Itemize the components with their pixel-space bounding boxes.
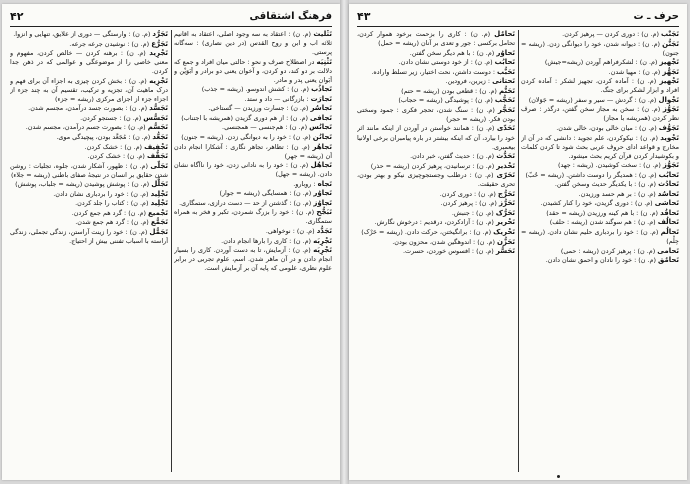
entry-definition: (م. ن) : همدیگر را دوست داشتن. (ریشه = حُبّ) <box>525 170 657 179</box>
entry-headword: تَجاسُر <box>310 104 332 113</box>
entry-definition: (م. ن) : خود را به دیوانگی زدن. (ریشه = جنون) <box>181 133 311 142</box>
entry-headword: تَجْرِید <box>149 49 168 58</box>
entry-headword: تَجَرُّع <box>151 39 168 48</box>
entry-definition: (م. ن) : مهیا شدن. <box>608 67 661 76</box>
column-divider <box>518 30 519 472</box>
dictionary-entry <box>357 238 515 247</box>
dictionary-entry <box>10 133 168 142</box>
entry-definition: (م. ن) : از خود دوستی نشان دادن. <box>398 58 493 67</box>
entry-definition: (م. ن) : جنبش. <box>451 208 494 217</box>
entry-definition: (م. ن) : نوخواهی. <box>265 226 315 235</box>
dictionary-entry <box>174 237 332 246</box>
dictionary-entry <box>357 190 515 199</box>
entry-definition: (م. ن) : درطلب وجستجوچیزی نیکو و بهتر بودن، تحری حقیقت. <box>357 171 515 189</box>
dictionary-entry <box>10 143 168 152</box>
dictionary-entry <box>357 49 515 58</box>
entry-definition: (م. ن) : بر هم حسد ورزیدن. <box>578 189 656 198</box>
dictionary-entry <box>174 143 332 161</box>
dictionary-entry <box>357 152 515 161</box>
entry-headword: تَثْلیث <box>313 30 332 38</box>
entry-definition: (م. ن) : آزمایش، تا به دست آوردن. کاری را بسیار انجام دادن و در آن ماهر شدن. اسم، علوم تجربی در برابر علوم نظری، علومی که پایه آن بر آزمایش است. <box>174 246 332 273</box>
column-divider <box>171 30 172 472</box>
page-header <box>357 10 679 27</box>
entry-definition: (م. ن) : برانگیختن، حرکت دادن. (ریشه = حَرْک) <box>361 227 492 236</box>
entry-headword: تَحاشی <box>654 199 679 208</box>
entry-definition: (م. ن) : بخش کردن چیزی به اجزاء آن برای فهم و درک ماهیت آن، تجزیه و ترکیب، تقسیم آن به چند جزء از اجزاء جزء از اجزای مرکزی (ریشه = جزء) <box>10 76 168 103</box>
dictionary-entry <box>521 96 679 105</box>
entry-headword: تَحاسُد <box>657 189 679 198</box>
dictionary-entry <box>10 123 168 132</box>
entry-definition: (م. ن) : ترسانیدن، پرهیز کردن (ریشه = حذر) <box>370 161 495 170</box>
entry-headword: تَجاه <box>317 179 332 188</box>
entry-headword: تَجَفُّف <box>146 152 168 161</box>
dictionary-entry <box>521 218 679 227</box>
column-left <box>357 30 515 472</box>
entry-definition: (م. ن) : هم سوگند شدن (ریشه : حلف) <box>549 218 656 227</box>
entry-definition: (م. ن) : مُجَعَّد بودن، پیچیدگی موی. <box>56 133 151 142</box>
entry-headword: تَجَلّی <box>150 161 168 170</box>
entry-headword: تَجَدُّد <box>316 226 332 235</box>
entry-headword: تَحَرُّج <box>497 189 515 198</box>
entry-definition: (م. ن) : پوشش پوشیدن (ریشه = جلباب، پوشش) <box>15 180 150 189</box>
entry-headword: تَجاوُز <box>313 198 332 207</box>
dictionary-entry <box>521 105 679 123</box>
dictionary-entry <box>357 96 515 105</box>
entry-definition: (م. ن) : بصورت جسم درآمدن، مجسم شدن. <box>25 123 146 132</box>
dictionary-entry <box>10 180 168 189</box>
dictionary-entry <box>357 77 515 86</box>
entry-headword: تَجَسُّد <box>149 104 168 113</box>
entry-headword: تَجَسُّس <box>143 113 168 122</box>
entry-definition: (م. ن) : میان خالی بودن، خالی شدن. <box>556 123 657 132</box>
dictionary-entry <box>174 208 332 226</box>
entry-headword: تَجْرِیَه <box>313 246 332 255</box>
entry-definition: (م. ن) : خشک کردن. <box>84 142 143 151</box>
entry-headword: تَجَعُّد <box>152 133 168 142</box>
entry-headword: تَجْزِیه <box>149 76 168 85</box>
dictionary-entry <box>10 30 168 39</box>
entry-definition: (م. ن) : برهنه کردن — خالص کردن، مفهوم و معنی خاصی را از موضوعگی و عوالمی که در ذهن جدا کردن. <box>10 49 168 76</box>
dictionary-entry <box>174 161 332 179</box>
entry-definition: (م. ن) : آزادکردن، درقدیم : درخوش نگارش. <box>374 218 494 227</box>
entry-definition: (م. ن) : وارستگی — دوری از علایق، تنهایی و انزوا. <box>13 30 151 38</box>
book-gutter <box>340 0 349 484</box>
entry-headword: تَجَرُّد <box>152 30 168 38</box>
dictionary-entry <box>174 246 332 273</box>
dictionary-entry <box>357 87 515 96</box>
entry-headword: تَحَبُّب <box>497 67 515 76</box>
entry-definition: (م. ن) : پرهیز کردن (ریشه : حمی) <box>560 246 656 255</box>
entry-definition: : بازرگانی — داد و ستد. <box>244 94 309 103</box>
entry-headword: تَجاوُر <box>313 189 332 198</box>
entry-definition: (م. ن) : نوشیدن جرعه جرعه. <box>69 39 150 48</box>
dictionary-entry <box>521 171 679 180</box>
column-left <box>10 30 168 472</box>
entry-headword: تَحَزُّن <box>496 237 515 246</box>
page-header <box>10 10 332 27</box>
entry-headword: تَجْمیع <box>147 208 168 217</box>
entry-definition: (م. ن) : نیکوکردن، علم تجوید : دانشی که در آن از مخارج و قواعد ادای حروف عربی بحث شود تا کردن کلمات و بکوشیدار کردن قرآن کریم بحث میشود. <box>521 133 679 160</box>
entry-definition: (م. ن) : هم‌جنسی — همجنسی. <box>222 123 308 132</box>
entry-definition: (م. ن) : کشش اندوسو. (ریشه = جذب) <box>201 85 310 94</box>
dictionary-entry <box>10 104 168 113</box>
dictionary-entry <box>521 124 679 133</box>
entry-definition: (م. ن) : گذشتن از حد — دست درازی، ستمگاری. <box>179 198 312 207</box>
entry-headword: تَحامی <box>657 246 679 255</box>
dictionary-entry <box>357 162 515 171</box>
entry-headword: تَجَهُّز <box>662 67 679 76</box>
dictionary-entry <box>10 209 168 218</box>
dictionary-entry <box>521 58 679 67</box>
entry-definition: (م. ن) : پرهیز کردن. <box>440 199 497 208</box>
dictionary-entry <box>521 256 679 265</box>
dictionary-entry <box>521 247 679 256</box>
entry-definition: (م. ن) : با هم کینه ورزیدن (ریشه = حقد) <box>546 208 659 217</box>
dictionary-entry <box>174 95 332 104</box>
entry-headword: تَجارَت <box>310 94 332 103</box>
entry-headword: تَجَنُّب <box>661 30 679 38</box>
entry-headword: تَحادُث <box>658 180 679 189</box>
entry-headword: تَحْریک <box>493 227 515 236</box>
dictionary-entry <box>174 133 332 142</box>
entry-headword: تَحامُل <box>494 30 515 38</box>
entry-definition: (م. ن) : آماده کردن، تجهیز لشکر : آماده کردن افراد و ابزار لشکر برای جنگ. <box>521 77 679 95</box>
entry-headword: تَحَسُّر <box>495 247 515 256</box>
dictionary-entry <box>10 114 168 123</box>
entry-definition: (م. ن) : دیوانه شدن، خود را دیوانگی زدن. (ریشه = جنون) <box>521 39 679 57</box>
entry-headword: تَجْلِید <box>150 199 168 208</box>
columns <box>10 30 332 472</box>
entry-headword: تَجْوید <box>660 133 679 142</box>
entry-definition: (م. ن) : افسوس خوردن، حسرت. <box>403 247 494 256</box>
entry-definition: (م. ن) : خود را بردباری حلیم نشان دادن. (ریشه = حِلْم) <box>521 227 679 246</box>
dictionary-entry <box>10 77 168 104</box>
dictionary-entry <box>174 189 332 198</box>
entry-definition: (م. ن) : همسایگی (ریشه = جوار) <box>219 189 312 198</box>
entry-definition: (م. ن) : سخت کوشیدن. (ریشه : جهد) <box>557 161 661 170</box>
dictionary-entry <box>10 40 168 49</box>
entry-headword: تَحابُب <box>494 58 515 67</box>
entry-definition: (م. ن) : بصورت جسد درآمدن، مجسم شدن. <box>28 104 148 113</box>
dictionary-entry <box>521 161 679 170</box>
entry-headword: تَجَسُّم <box>147 123 168 132</box>
column-right <box>521 30 679 472</box>
entry-definition: (م. ن) : گرد هم جمع کردن. <box>71 208 146 217</box>
dictionary-entry <box>174 85 332 94</box>
dictionary-entry <box>357 124 515 151</box>
dictionary-entry <box>357 68 515 77</box>
entry-headword: تَجاهُر <box>312 142 332 151</box>
entry-definition: (م. ن) : حدیث گفتن، خبر دادن. <box>410 152 495 161</box>
page-number: ۴۲ <box>10 10 24 23</box>
page-title: فرهنگ اشتقاقی <box>249 11 332 22</box>
dictionary-entry <box>521 77 679 95</box>
entry-headword: تَجَلُّل <box>151 180 168 189</box>
entry-definition: در اصطلاح صرف و نحو : حالتی میان افراد و جمع که دلالت بر دو کند، دو کردن، و آخوان یعنی دو برادر و اَبَوَیْن و اَبَوان یعنی پدر و مادر. <box>174 57 332 84</box>
entry-definition: (م. ن) : خود را نادان و احمق نشان دادن. <box>545 256 656 265</box>
entry-headword: تَحاقُد <box>660 208 679 217</box>
dictionary-entry <box>521 199 679 208</box>
entry-definition: (م. ن) : با هم دیگر سخن گفتن. <box>409 48 495 57</box>
dictionary-entry <box>10 199 168 208</box>
dictionary-entry <box>10 162 168 180</box>
dictionary-entry <box>10 190 168 199</box>
entry-headword: تَحَدّی <box>496 124 515 133</box>
entry-definition: (م. ن) : از هم دوری گزیدن (همریشه با اجتناب) <box>181 113 308 122</box>
entry-headword: تَجاذُب <box>311 85 332 94</box>
entry-headword: تَحَتُّم <box>498 86 515 95</box>
entry-headword: تَبَجُّح <box>316 208 332 217</box>
dictionary-entry <box>357 171 515 189</box>
entry-headword: تَجافی <box>310 113 332 122</box>
entry-headword: تَجْلِید <box>150 189 168 198</box>
entry-headword: تَحَجُّر <box>497 105 515 114</box>
dictionary-entry <box>174 227 332 236</box>
entry-headword: تَثْنِیَه <box>316 57 332 66</box>
entry-definition: (م. ن) : کتاب را جلد کردن. <box>75 199 149 208</box>
entry-definition: (م. ن) : با یکدیگر حدیث وسخن گفتن. <box>554 180 657 189</box>
entry-definition: (م. ن) : گردش — سیر و سفر (ریشه = جَوَلان) <box>528 95 657 104</box>
entry-definition: : زیرین، فرودین. <box>445 77 491 86</box>
dictionary-entry <box>10 49 168 76</box>
entry-headword: تَجْهیز <box>659 77 679 86</box>
dictionary-entry <box>521 30 679 39</box>
entry-definition: (م. ن) : خود را به نادانی زدن، خود را ناآگاه نشان دادن. (ریشه = جهل) <box>174 161 332 179</box>
right-page <box>349 4 687 480</box>
entry-definition: (م. ن) : سخن به مجاز سخن گفتن، درگذر : صرف نظر کردن (همریشه با مجاز) <box>521 105 679 123</box>
entry-definition: (م. ن) : دوری کردن — پرهیز کردن. <box>562 30 659 38</box>
dictionary-entry <box>521 134 679 161</box>
dictionary-entry <box>174 104 332 113</box>
dictionary-entry <box>357 199 515 208</box>
entry-definition: (م. ن) : خود را بزرگ شمردن، تکبر و فخر به همراه ستمگاری. <box>174 208 332 226</box>
entry-headword: تَجْوال <box>658 95 679 104</box>
entry-headword: تَجْرِبَه <box>313 236 332 245</box>
dictionary-entry <box>357 30 515 48</box>
dictionary-entry <box>357 58 515 67</box>
entry-headword: تَجْفیف <box>144 142 168 151</box>
entry-definition: (م. ن) : تظاهر، تجاهر نگاری : آشکارا انجام دادن آن (ریشه = جهر) <box>174 142 332 160</box>
entry-headword: تَحَجُّب <box>494 96 515 105</box>
entry-headword: تَجَوُّف <box>658 123 679 132</box>
dictionary-entry <box>521 180 679 189</box>
entry-headword: تَجَمُّع <box>150 218 168 227</box>
entry-headword: تَحالُف <box>657 218 679 227</box>
page-title: حرف ـ ت <box>633 11 679 22</box>
entry-definition: (م. ن) : کاری را بزحمت برخود هموار کردن، تحامل برکسی : جور و تعدی بر آنان (ریشه = حمل) <box>357 30 515 48</box>
entry-definition: (م. ن) : جسارت ورزیدن — گستاخی. <box>208 104 309 113</box>
entry-headword: تَحْریر <box>495 218 515 227</box>
left-page <box>2 4 340 480</box>
entry-definition: : روبارو. <box>293 179 316 188</box>
entry-definition: (م. ن) : سنگ شدن، تحجر فکری : جمود وسختی بودن فکر. (ریشه = حجر) <box>357 105 515 123</box>
entry-headword: تَجانُن <box>312 133 332 142</box>
dictionary-entry <box>174 199 332 208</box>
entry-headword: تَجَوُّز <box>662 105 679 114</box>
entry-headword: تَحالُم <box>660 227 679 236</box>
entry-headword: تَجَنُّن <box>662 39 679 48</box>
dictionary-entry <box>357 106 515 124</box>
dictionary-entry <box>10 152 168 161</box>
entry-definition: (م. ن) : ظهور، آشکار شدن، جلوه، تجلیات : روشن شدن حقایق بر انسان در نتیجهٔ صفای باطنی (ریشه = جلاء) <box>10 161 168 179</box>
entry-headword: تَجاهُل <box>310 161 332 170</box>
entry-headword: تَجانُس <box>309 123 332 132</box>
entry-headword: تَحاوُر <box>496 48 515 57</box>
entry-headword: تَحَرُّز <box>498 199 515 208</box>
dictionary-entry <box>357 247 515 256</box>
entry-headword: تَجْهیز <box>659 58 679 67</box>
column-right <box>174 30 332 472</box>
entry-headword: تَحابُب <box>658 170 679 179</box>
entry-definition: (م. ن) : خود را زینت آراستن، زندگی تجملی، زندگی آراسته با اسباب تفننی بیش از احتیاج. <box>10 227 168 246</box>
dictionary-entry <box>521 40 679 58</box>
entry-headword: تَحَرُّک <box>495 208 515 217</box>
entry-definition: (م. ن) : اعتقاد به سه وجود اصلی، اعتقاد به اقانیم ثلاثه اب و ابن و روح القدس (در دین نصاری) : سه‌گانه پرستی. <box>174 30 332 57</box>
entry-headword: تَحْذیر <box>496 161 515 170</box>
entry-definition: (م. ن) : گرد هم جمع شدن. <box>75 218 149 227</box>
entry-definition: (م. ن) : کاری را بارها انجام دادن. <box>221 236 312 245</box>
dictionary-entry <box>174 58 332 85</box>
dictionary-entry <box>357 209 515 218</box>
dictionary-entry <box>174 30 332 57</box>
entry-definition: (م. ن) : اندوهگین شدن، محزون بودن. <box>392 237 495 246</box>
dictionary-entry <box>521 209 679 218</box>
dictionary-entry <box>174 114 332 123</box>
dictionary-entry <box>174 123 332 132</box>
columns <box>357 30 679 472</box>
entry-definition: (م. ن) : همانند خواستن در آوردن از اینکه مانند اثر خود را بیارد، آن که اینکه بیشتر در باره پیامبران برخی اولانیا بیعمبری. <box>357 124 515 151</box>
dictionary-entry <box>10 218 168 227</box>
entry-definition: (م. ن) : پوشیدگی (ریشه = حجاب) <box>398 96 493 105</box>
page-number: ۴۳ <box>357 10 371 23</box>
entry-definition: (م. ن) : لشکرفراهم آوردن (ریشه=جیش) <box>544 58 658 67</box>
dictionary-entry <box>10 228 168 246</box>
dictionary-entry <box>521 68 679 77</box>
entry-headword: تَحَدُّث <box>496 152 515 161</box>
entry-headword: تَجَمُّل <box>149 227 168 236</box>
dictionary-entry <box>521 190 679 199</box>
entry-definition: (م. ن) : دوری کردن. <box>439 189 496 198</box>
entry-definition: (م. ن) : خود را بردباری نشان دادن. <box>53 189 149 198</box>
entry-headword: تَحَرّی <box>496 171 515 180</box>
entry-definition: (م. ن) : خشک کردن. <box>87 152 145 161</box>
entry-headword: تَحامُق <box>658 256 679 265</box>
entry-headword: تَحتانی <box>492 77 515 86</box>
entry-definition: (م. ن) : دوری گزیدن، خود را کنار کشیدن. <box>540 199 653 208</box>
dictionary-entry <box>521 228 679 246</box>
entry-definition: : دوست داشتن، نحت اختیار، زیر تسلط واراده. <box>371 67 495 76</box>
entry-definition: (م. ن) : جستجو کردن. <box>80 113 142 122</box>
entry-headword: تَجَوُّز <box>662 161 679 170</box>
dictionary-entry <box>357 218 515 227</box>
dictionary-entry <box>174 180 332 189</box>
dictionary-entry <box>357 228 515 237</box>
ink-dot <box>557 475 560 478</box>
entry-definition: (م. ن) : قطعی بودن (ریشه = حتم) <box>401 86 497 95</box>
